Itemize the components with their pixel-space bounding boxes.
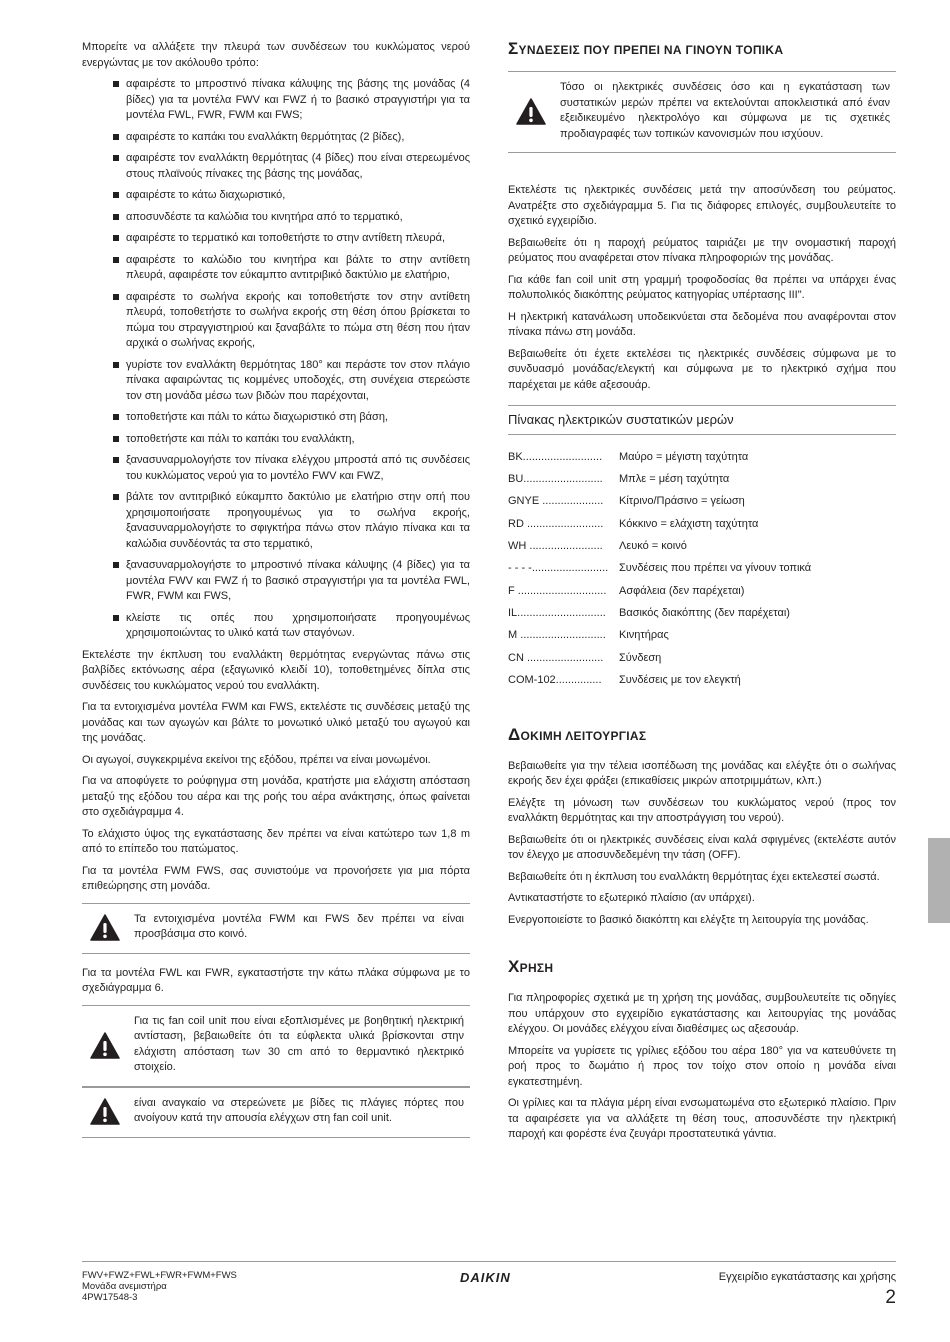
section-title-usage: ΧΡΗΣΗ <box>508 957 554 977</box>
duct-paragraph: Για τα εντοιχισμένα μοντέλα FWM και FWS, εκτελέστε τις συνδέσεις μεταξύ της μονάδας και των αγωγών και βάλτε το μονωτικό υλικό μεταξύ του αγωγού και της μονάδας. <box>82 701 470 744</box>
usage-paragraph-3: Οι γρίλιες και τα πλάγια μέρη είναι ενσωματωμένα στο εξωτερικό πλαίσιο. Πριν τα αφαιρέσετε για να αλλάξετε τη θέση τους, αποσυνδέστε την ηλεκτρική παροχή και φορέστε ένα ζευγάρι προστατευτικά γάντια. <box>508 1097 896 1141</box>
intro-paragraph: Μπορείτε να αλλάξετε την πλευρά των συνδέσεων του κυκλώματος νερού ενεργώντας με τον ακόλουθο τρόπο: <box>82 41 470 69</box>
footer-code: 4PW17548-3 <box>82 1292 138 1303</box>
table-row: GNYE .................... Κίτρινο/Πράσινο = γείωση <box>508 495 745 508</box>
right-column <box>508 40 896 1149</box>
table-row: M ............................ Κινητήρας <box>508 629 669 642</box>
section-title-connections: ΣΥΝΔΕΣΕΙΣ ΠΟΥ ΠΡΕΠΕΙ ΝΑ ΓΙΝΟΥΝ ΤΟΠΙΚΑ <box>508 39 784 58</box>
table-row: BK.......................... Μαύρο = μέγιστη ταχύτητα <box>508 450 749 463</box>
warning-box <box>508 71 896 153</box>
bullet-square-icon <box>113 362 119 368</box>
bullet-square-icon <box>113 457 119 463</box>
footer-models: FWV+FWZ+FWL+FWR+FWM+FWS <box>82 1270 237 1281</box>
bullet-square-icon <box>113 155 119 161</box>
steps-list <box>82 77 470 642</box>
list-item: ξανασυναρμολογήστε το μπροστινό πίνακα κάλυψης (4 βίδες) για τα μοντέλα FWV και FWZ ή το βασικό στραγγιστήρι για τα μοντέλα FWL, FWR, FWM και FWS, <box>82 558 470 605</box>
table-row: - - - -......................... Συνδέσεις που πρέπει να γίνουν τοπικά <box>508 562 812 575</box>
footer-manual-title: Εγχειρίδιο εγκατάστασης και χρήσης <box>718 1271 896 1283</box>
bullet-square-icon <box>113 294 119 300</box>
bullet-square-icon <box>113 81 119 87</box>
wiring-paragraph: Βεβαιωθείτε ότι έχετε εκτελέσει τις ηλεκτρικές συνδέσεις σύμφωνα με το συνδυασμό μονάδας/ελεγκτή και σύμφωνα με το ηλεκτρικό σχήμα που παρέχεται με κάθε αξεσουάρ. <box>508 347 896 391</box>
table-row: COM-102............... Συνδέσεις με τον ελεγκτή <box>508 673 741 686</box>
test-paragraph-6: Ενεργοποιείστε το βασικό διακόπτη και ελέγξτε τη λειτουργία της μονάδας. <box>508 913 869 926</box>
section-title-test-run: ΔΟΚΙΜΗ ΛΕΙΤΟΥΡΓΙΑΣ <box>508 724 647 744</box>
flush-paragraph: Εκτελέστε την έκπλυση του εναλλάκτη θερμότητας ενεργώντας πάνω στις βαλβίδες εκτόνωσης αέρα (εξαγωνικό κλειδί 10), τοποθετημένες δίπλα στις συνδέσεις του κυκλώματος νερού του εναλλάκτη. <box>82 648 470 692</box>
footer-divider <box>82 1261 896 1262</box>
components-table-title: Πίνακας ηλεκτρικών συστατικών μερών <box>508 405 896 435</box>
components-table <box>508 447 896 692</box>
test-paragraph-1: Βεβαιωθείτε για την τέλεια ισοπέδωση της μονάδας και ελέγξτε ότι ο σωλήνας εκροής δεν έχει φράξει (επικαθίσεις μικρών αποτριμμάτων, κλπ.) <box>508 759 896 788</box>
test-paragraph-5: Αντικαταστήστε το εξωτερικό πλαίσιο (αν υπάρχει). <box>508 892 755 905</box>
warning-triangle-icon <box>90 1032 120 1059</box>
bullet-square-icon <box>113 257 119 263</box>
switch-paragraph: Για κάθε fan coil unit στη γραμμή τροφοδοσίας θα πρέπει να υπάρχει ένας πολυπολικός διακόπτης ρεύματος κατηγορίας υπέρτασης III". <box>508 273 896 301</box>
list-item: γυρίστε τον εναλλάκτη θερμότητας 180° και περάστε τον στον πλάγιο πίνακα αφαιρώντας τις κομμένες υποδοχές, στη συνέχεια στερεώστε τον στη μονάδα μέσω των βιδών που παρέχονται, <box>82 358 470 405</box>
height-paragraph: Το ελάχιστο ύψος της εγκατάστασης δεν πρέπει να είναι κατώτερο των 1,8 m από το επίπεδο του πατώματος. <box>82 827 470 855</box>
table-row: CN ......................... Σύνδεση <box>508 651 662 664</box>
warning-box <box>82 1005 470 1087</box>
table-row: RD ......................... Κόκκινο = ελάχιστη ταχύτητα <box>508 517 759 530</box>
list-item: αφαιρέστε το καπάκι του εναλλάκτη θερμότητας (2 βίδες), <box>82 130 470 146</box>
bullet-square-icon <box>113 134 119 140</box>
list-item: τοποθετήστε και πάλι το κάτω διαχωριστικό στη βάση, <box>82 410 470 426</box>
warning-text: Τόσο οι ηλεκτρικές συνδέσεις όσο και η εγκατάσταση των συστατικών μερών πρέπει να εκτελούνται αποκλειστικά από έναν εξειδικευμένο ηλεκτρολόγο και σύμφωνα με τις σχετικές προδιαγραφές των τοπικών κανονισμών που ισχύουν. <box>560 81 890 140</box>
warning-text: Τα εντοιχισμένα μοντέλα FWM και FWS δεν πρέπει να είναι προσβάσιμα στο κοινό. <box>134 912 464 940</box>
table-row: WH ........................ Λευκό = κοινό <box>508 540 687 553</box>
list-item: αφαιρέστε το καλώδιο του κινητήρα και βάλτε το στην αντίθετη πλευρά, αφαιρέστε τον εύκαμπτο αντιτριβικό δακτύλιο με ελατήριο, <box>82 253 470 284</box>
bullet-square-icon <box>113 214 119 220</box>
test-paragraph-4: Βεβαιωθείτε ότι η έκπλυση του εναλλάκτη θερμότητας έχει εκτελεστεί σωστά. <box>508 870 880 883</box>
warning-box <box>82 1087 470 1138</box>
test-paragraph-3: Βεβαιωθείτε ότι οι ηλεκτρικές συνδέσεις είναι καλά σφιγμένες (εκτελέστε αυτόν τον έλεγχο με αποσυνδεδεμένη την τάση (OFF). <box>508 833 896 862</box>
connections-paragraph: Εκτελέστε τις ηλεκτρικές συνδέσεις μετά την αποσύνδεση του ρεύματος. Ανατρέξτε στο σχεδιάγραμμα 5. Για τις διάφορες επιλογές, συμβουλευτείτε το σχετικό εγχειρίδιο. <box>508 184 896 227</box>
inspection-paragraph: Για τα μοντέλα FWM FWS, σας συνιστούμε να προνοήσετε για μια πόρτα επιθεώρησης στη μονάδα. <box>82 864 470 892</box>
usage-paragraph-1: Για πληροφορίες σχετικά με τη χρήση της μονάδας, συμβουλευτείτε τις οδηγίες που υπάρχουν στο εγχειρίδιο εγκατάστασης και λειτουργίας της μονάδας ελέγχου. Οι μονάδες ελέγχου είναι διαθέσιμες ως αξεσουάρ. <box>508 992 896 1036</box>
bullet-square-icon <box>113 615 119 621</box>
warning-triangle-icon <box>90 1098 120 1125</box>
list-item: αφαιρέστε το κάτω διαχωριστικό, <box>82 188 470 204</box>
warning-triangle-icon <box>516 98 546 125</box>
list-item: ξανασυναρμολογήστε τον πίνακα ελέγχου μπροστά από τις συνδέσεις του κυκλώματος νερού για το μοντέλο FWV και FWZ, <box>82 453 470 484</box>
left-column <box>82 40 470 1150</box>
consumption-paragraph: Η ηλεκτρική κατανάλωση υποδεικνύεται στα δεδομένα που αναφέρονται στον πίνακα πάνω στη μονάδα. <box>508 310 896 338</box>
table-row: F ............................. Ασφάλεια (δεν παρέχεται) <box>508 584 745 597</box>
footer-document-info <box>82 1270 237 1303</box>
bullet-square-icon <box>113 192 119 198</box>
bullet-square-icon <box>113 414 119 420</box>
warning-box <box>82 903 470 954</box>
warning-text: Για τις fan coil unit που είναι εξοπλισμένες με βοηθητική ηλεκτρική αντίσταση, βεβαιωθείτε ότι τα εύφλεκτα υλικά βρίσκονται στην ελάχιστη απόσταση των 30 cm από το θερμαντικό ηλεκτρικό στοιχείο. <box>134 1014 464 1073</box>
list-item: κλείστε τις οπές που χρησιμοποιήσατε προηγουμένως χρησιμοποιώντας το υλικό κατά των σταγόνων. <box>82 611 470 642</box>
distance-paragraph: Για να αποφύγετε το ρούφηγμα στη μονάδα, κρατήστε μια ελάχιστη απόσταση μεταξύ της εξόδου του αέρα και της ροής του αέρα ανάκτησης, όπως φαίνεται στο σχεδιάγραμμα 4. <box>82 775 470 818</box>
side-tab-marker <box>928 838 950 923</box>
table-row: IL............................. Βασικός διακόπτης (δεν παρέχεται) <box>508 606 790 619</box>
list-item: αφαιρέστε τον εναλλάκτη θερμότητας (4 βίδες) που είναι στερεωμένος στους πλαϊνούς πίνακες της βάσης της μονάδας, <box>82 151 470 182</box>
bullet-square-icon <box>113 235 119 241</box>
warning-triangle-icon <box>90 914 120 941</box>
bullet-square-icon <box>113 494 119 500</box>
daikin-logo: DAIKIN <box>460 1270 511 1285</box>
usage-paragraph-2: Μπορείτε να γυρίσετε τις γρίλιες εξόδου του αέρα 180° για να κατευθύνετε τη ροή προς το δωμάτιο ή προς τον τοίχο στον οποίο η μονάδα είναι εγκατεστημένη. <box>508 1044 896 1088</box>
list-item: βάλτε τον αντιτριβικό εύκαμπτο δακτύλιο με ελατήριο στην οπή που χρησιμοποιήσατε προηγουμένως για το σωλήνα εκροής, ξανασυναρμολογήστε το σφιγκτήρα πάνω στον πλάγιο πίνακα και τα καλώδια συνδέοντάς τα στο τερματικό, <box>82 490 470 552</box>
table-row: BU.......................... Μπλε = μέση ταχύτητα <box>508 473 730 486</box>
page-number: 2 <box>885 1287 896 1308</box>
plate-paragraph: Για τα μοντέλα FWL και FWR, εγκαταστήστε την κάτω πλάκα σύμφωνα με το σχεδιάγραμμα 6. <box>82 966 470 994</box>
bullet-square-icon <box>113 436 119 442</box>
test-paragraph-2: Ελέγξτε τη μόνωση των συνδέσεων του κυκλώματος νερού (προς τον εναλλάκτη θερμότητας και την αποστράγγιση του νερού). <box>508 796 896 825</box>
list-item: αποσυνδέστε τα καλώδια του κινητήρα από το τερματικό, <box>82 210 470 226</box>
list-item: τοποθετήστε και πάλι το καπάκι του εναλλάκτη, <box>82 432 470 448</box>
list-item: αφαιρέστε το τερματικό και τοποθετήστε το στην αντίθετη πλευρά, <box>82 231 470 247</box>
insulation-paragraph: Οι αγωγοί, συγκεκριμένα εκείνοι της εξόδου, πρέπει να είναι μονωμένοι. <box>82 753 431 766</box>
list-item: αφαιρέστε το μπροστινό πίνακα κάλυψης της βάσης της μονάδας (4 βίδες) για τα μοντέλα FWV και FWZ ή το βασικό στραγγιστήρι για τα μοντέλα FWL, FWR, FWM και FWS; <box>82 77 470 124</box>
list-item: αφαιρέστε το σωλήνα εκροής και τοποθετήστε τον στην αντίθετη πλευρά, τοποθετήστε το σωλήνα εκροής στη θέση όπου βρίσκεται το πώμα του στραγγιστηριού και ξαναβάλτε το πώμα στη θέση που ήταν αρχικά ο σωλήνας εκροής, <box>82 290 470 352</box>
power-supply-paragraph: Βεβαιωθείτε ότι η παροχή ρεύματος ταιριάζει με την ονομαστική παροχή ρεύματος που αναφέρεται στον πίνακα πληροφοριών της μονάδας. <box>508 236 896 264</box>
bullet-square-icon <box>113 562 119 568</box>
footer-unit: Μονάδα ανεμιστήρα <box>82 1281 167 1292</box>
warning-text: είναι αναγκαίο να στερεώνετε με βίδες τις πλάγιες πόρτες που ανοίγουν κατά την απουσία ελέγχων στη fan coil unit. <box>134 1096 464 1124</box>
